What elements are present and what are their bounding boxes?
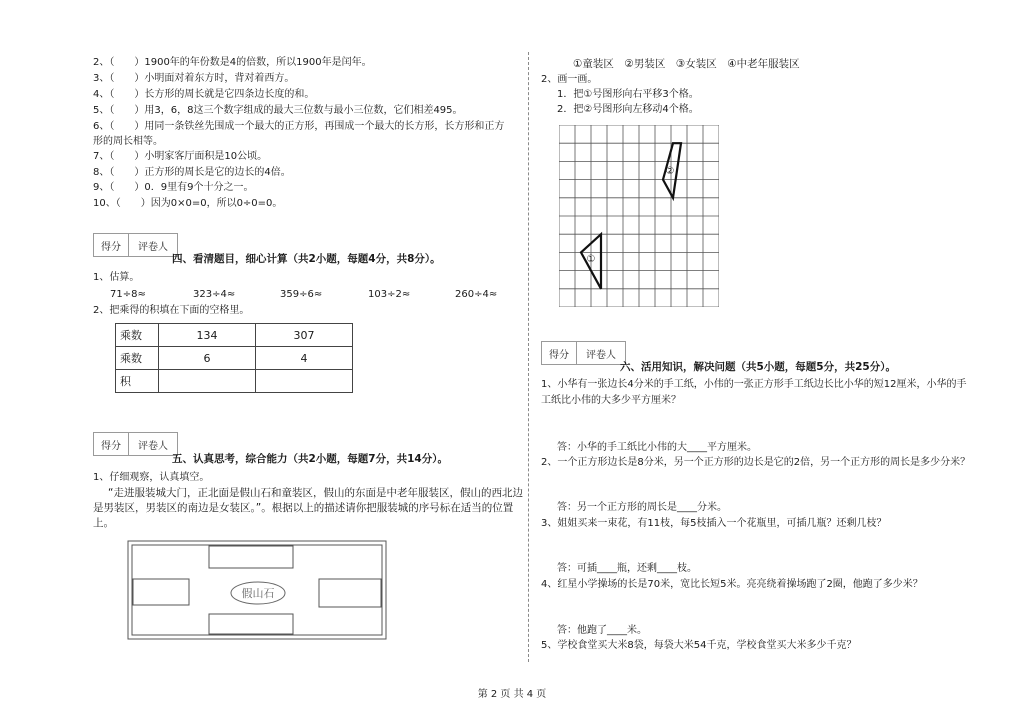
section6-q3: 3、姐姐买来一束花，有11枝，每5枝插入一个花瓶里，可插几瓶？还剩几枝？ xyxy=(541,518,887,529)
estimate-item: 359÷6≈ xyxy=(280,289,323,300)
table-row xyxy=(116,324,353,347)
section5-paragraph: 是男装区，男装区的南边是女装区。”。根据以上的描述请你把服装城的序号标在适当的位置 xyxy=(93,502,514,514)
shape-1-label: ① xyxy=(586,254,596,265)
table-cell: 积 xyxy=(116,370,159,393)
score-label: 得分 xyxy=(549,349,569,361)
table-cell: 307 xyxy=(256,324,353,347)
tf-question-8: 8、（ ）正方形的周长是它的边长的4倍。 xyxy=(93,167,291,178)
table-cell: 4 xyxy=(256,347,353,370)
section6-q5: 5、学校食堂买大米8袋，每袋大米54千克，学校食堂买大米多少千克？ xyxy=(541,640,857,651)
draw-step-2: 2．把②号图形向左移动4个格。 xyxy=(557,104,699,115)
section4-q1: 1、估算。 xyxy=(93,272,140,283)
section6-q1: 1、小华有一张边长4分米的手工纸，小伟的一张正方形手工纸边长比小华的短12厘米，小华的手 xyxy=(541,379,967,390)
tf-question-10: 10、（ ）因为0×0=0，所以0÷0=0。 xyxy=(93,198,283,209)
tf-question-3: 3、（ ）小明面对着东方时，背对着西方。 xyxy=(93,73,295,84)
estimate-item: 103÷2≈ xyxy=(368,289,411,300)
tf-question-2: 2、（ ）1900年的年份数是4的倍数，所以1900年是闰年。 xyxy=(93,57,372,68)
grader-label: 评卷人 xyxy=(128,433,177,455)
tf-question-6-cont: 形的周长相等。 xyxy=(93,136,163,147)
section4-title: 四、看清题目，细心计算（共2小题，每题4分，共8分）。 xyxy=(172,253,441,265)
section6-q2: 2、一个正方形边长是8分米，另一个正方形的边长是它的2倍，另一个正方形的周长是多少分米？ xyxy=(541,457,971,468)
map-zone-bottom[interactable] xyxy=(209,614,293,634)
tf-question-9: 9、（ ）0．9里有9个十分之一。 xyxy=(93,182,254,193)
table-row xyxy=(116,347,353,370)
zone-legend: ①童装区 ②男装区 ③女装区 ④中老年服装区 xyxy=(573,58,800,70)
shape-2-label: ② xyxy=(665,166,675,177)
section6-title: 六、活用知识，解决问题（共5小题，每题5分，共25分）。 xyxy=(620,361,896,373)
tf-question-5: 5、（ ）用3，6，8这三个数字组成的最大三位数与最小三位数，它们相差495。 xyxy=(93,105,463,116)
score-box xyxy=(93,233,178,257)
score-label: 得分 xyxy=(101,241,121,253)
table-cell: 134 xyxy=(159,324,256,347)
tf-question-4: 4、（ ）长方形的周长就是它四条边长度的和。 xyxy=(93,89,315,100)
map-zone-left[interactable] xyxy=(133,579,189,605)
grader-label: 评卷人 xyxy=(128,234,177,256)
table-row xyxy=(116,370,353,393)
page-footer: 第 2 页 共 4 页 xyxy=(477,689,547,700)
answer-line[interactable]: 答：可插____瓶，还剩____枝。 xyxy=(557,563,697,574)
grader-label: 评卷人 xyxy=(576,342,625,364)
section6-q4: 4、红星小学操场的长是70米，宽比长短5米。亮亮绕着操场跑了2圈，他跑了多少米？ xyxy=(541,579,923,590)
score-box xyxy=(541,341,626,365)
rock-label: 假山石 xyxy=(241,587,275,600)
multiplication-table xyxy=(115,323,353,393)
answer-line[interactable]: 答：他跑了____米。 xyxy=(557,625,647,636)
score-box xyxy=(93,432,178,456)
draw-question: 2、画一画。 xyxy=(541,74,598,85)
answer-cell[interactable] xyxy=(159,370,256,393)
table-cell: 乘数 xyxy=(116,347,159,370)
estimate-item: 260÷4≈ xyxy=(455,289,498,300)
estimate-item: 323÷4≈ xyxy=(193,289,236,300)
clothing-city-map xyxy=(127,540,387,640)
section5-paragraph: “走进服装城大门，正北面是假山石和童装区，假山的东面是中老年服装区，假山的西北边 xyxy=(108,487,523,499)
answer-cell[interactable] xyxy=(256,370,353,393)
map-zone-top[interactable] xyxy=(209,546,293,568)
answer-line[interactable]: 答：小华的手工纸比小伟的大____平方厘米。 xyxy=(557,442,757,453)
draw-step-1: 1．把①号图形向右平移3个格。 xyxy=(557,89,699,100)
score-label: 得分 xyxy=(101,440,121,452)
grid-lines xyxy=(559,125,719,307)
section5-title: 五、认真思考，综合能力（共2小题，每题7分，共14分）。 xyxy=(172,453,448,465)
section5-paragraph: 上。 xyxy=(93,517,114,529)
table-cell: 乘数 xyxy=(116,324,159,347)
drawing-grid[interactable] xyxy=(559,125,719,307)
map-zone-right[interactable] xyxy=(319,579,381,607)
table-cell: 6 xyxy=(159,347,256,370)
section6-q1-cont: 工纸比小伟的大多少平方厘米？ xyxy=(541,395,681,406)
answer-line[interactable]: 答：另一个正方形的周长是____分米。 xyxy=(557,502,727,513)
column-divider xyxy=(528,52,529,662)
tf-question-7: 7、（ ）小明家客厅面积是10公顷。 xyxy=(93,151,268,162)
section4-q2: 2、把乘得的积填在下面的空格里。 xyxy=(93,305,250,316)
tf-question-6: 6、（ ）用同一条铁丝先围成一个最大的正方形，再围成一个最大的长方形，长方形和正方 xyxy=(93,121,505,132)
section5-q1: 1、仔细观察，认真填空。 xyxy=(93,472,210,483)
estimate-item: 71÷8≈ xyxy=(110,289,146,300)
